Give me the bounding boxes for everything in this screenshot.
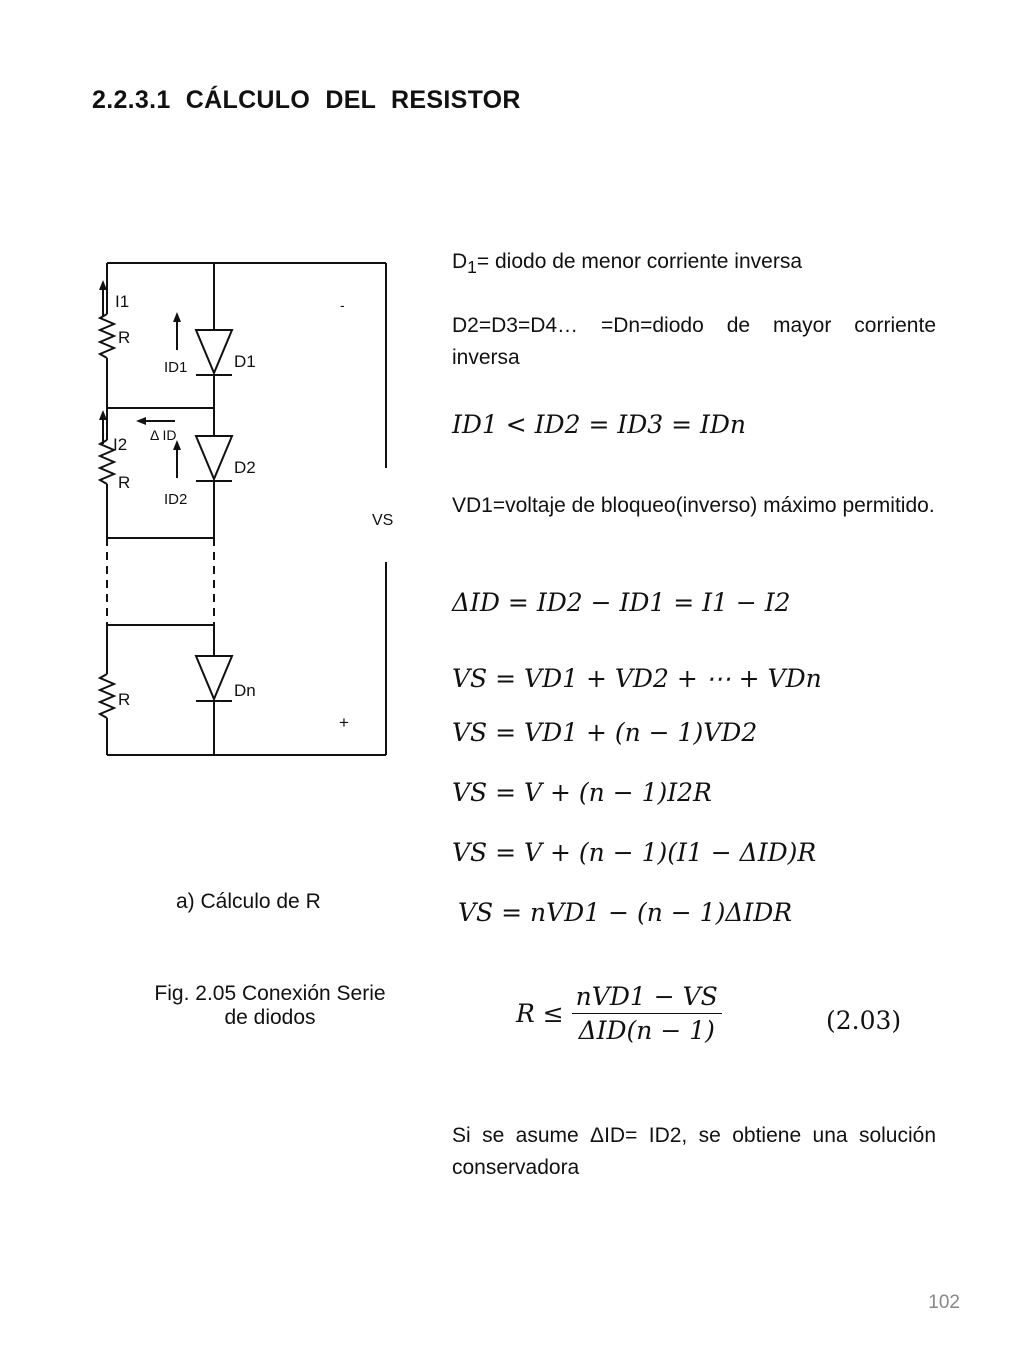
label-minus: - [340,297,345,313]
subcaption: a) Cálculo de R [176,890,321,913]
note-conservative: Si se asume ΔID= ID2, se obtiene una solución conservadora [452,1124,936,1179]
label-r1: R [118,328,131,347]
equation-8-lhs: R ≤ [516,999,564,1028]
label-dn: Dn [234,681,256,700]
resistor-r1 [100,314,114,358]
equation-5: VS = V + (n − 1)I2R [452,778,712,807]
figure-caption [120,982,420,1030]
label-d2: D2 [234,458,256,477]
label-vs: VS [372,512,394,529]
page-number: 102 [928,1292,960,1313]
label-i2: I2 [113,435,128,454]
diode-d2 [196,436,232,479]
label-delta-id: Δ ID [150,427,177,443]
label-r2: R [118,473,131,492]
definition-vd1: VD1=voltaje de bloqueo(inverso) máximo permitido. [452,494,935,517]
figure-caption-line2: de diodos [224,1006,316,1029]
equation-6: VS = V + (n − 1)(I1 − ΔID)R [452,838,817,867]
equation-8-denominator: ΔID(n − 1) [578,1016,715,1045]
label-id1: ID1 [164,359,188,376]
label-rn: R [118,690,131,709]
equation-4: VS = VD1 + (n − 1)VD2 [452,718,758,747]
section-heading: 2.2.3.1 CÁLCULO DEL RESISTOR [92,86,521,114]
equation-7: VS = nVD1 − (n − 1)ΔIDR [458,898,793,927]
circuit-diagram [80,240,410,780]
equation-2-03 [516,982,722,1045]
diode-d1 [196,330,232,373]
equation-8-numerator: nVD1 − VS [572,982,722,1014]
label-id2: ID2 [164,491,188,508]
resistor-r2 [100,440,114,484]
equation-tag: (2.03) [826,1006,902,1035]
label-d1: D1 [234,352,256,371]
equation-2: ΔID = ID2 − ID1 = I1 − I2 [452,588,791,617]
equation-8-fraction [572,982,722,1045]
equation-3: VS = VD1 + VD2 + ⋯ + VDn [452,664,822,693]
resistor-rn [100,674,114,718]
definition-d1: $D_1=$ diodo de menor corriente inversa [452,250,803,278]
equation-1: ID1 < ID2 = ID3 = IDn [452,410,747,439]
figure-caption-line1: Fig. 2.05 Conexión Serie [154,982,386,1005]
definition-d2: D2=D3=D4… =Dn=diodo de mayor corriente inversa [452,314,936,369]
label-i1: I1 [115,292,130,311]
label-plus: + [339,713,349,732]
diode-dn [196,656,232,699]
